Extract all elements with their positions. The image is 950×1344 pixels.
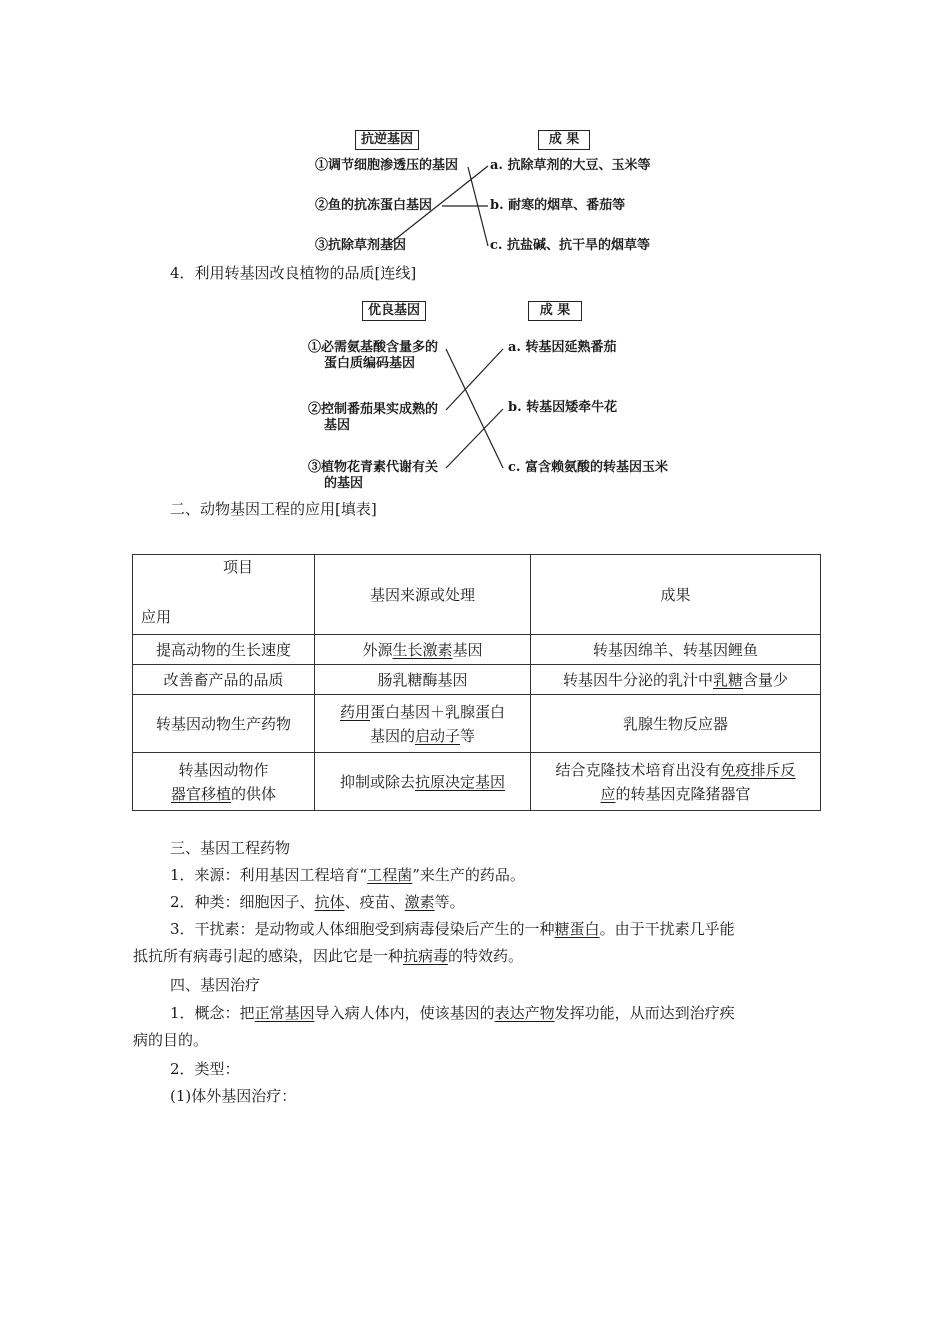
s4-item1-post: 发挥功能，从而达到治疗疾	[554, 1004, 735, 1022]
table-header-row	[133, 555, 821, 635]
row4-result-pre: 结合克隆技术培育出没有	[555, 760, 721, 779]
row1-source-pre: 外源	[362, 640, 393, 659]
s3-item3-l2-post: 的特效药。	[448, 947, 524, 965]
diagram1-left-2: ②鱼的抗冻蛋白基因	[315, 198, 433, 213]
row3-application: 转基因动物生产药物	[133, 695, 315, 753]
s3-item1-answer: 工程菌	[367, 866, 413, 884]
s3-item3-line2	[133, 946, 523, 966]
s3-item3-answer2: 抗病毒	[403, 947, 449, 965]
diagram2-right-a: a. 转基因延熟番茄	[508, 340, 617, 355]
row2-result-answer: 乳糖	[712, 670, 743, 689]
s3-item1-pre: 1．来源：利用基因工程培育“	[170, 866, 368, 884]
diagram2-right-b: b. 转基因矮牵牛花	[508, 400, 618, 415]
s3-item2-post: 等。	[434, 893, 465, 911]
s4-item1-line1	[170, 1003, 735, 1023]
s4-item1-answer2: 表达产物	[494, 1004, 555, 1022]
row4-result-post: 的转基因克隆猪器官	[615, 784, 751, 803]
table-header-result: 成果	[531, 555, 821, 635]
diagram2-line-3b	[446, 409, 503, 468]
row4-app-line1: 转基因动物作	[178, 760, 269, 779]
corner-top-label: 项目	[223, 558, 254, 576]
row1-source-answer: 生长激素	[392, 640, 453, 659]
row3-source-line1	[317, 700, 528, 724]
row1-result: 转基因绵羊、转基因鲤鱼	[531, 635, 821, 665]
diagram2-header-right: 成 果	[528, 301, 582, 321]
row1-application: 提高动物的生长速度	[133, 635, 315, 665]
row4-result-line1	[533, 758, 818, 782]
s4-item1-line2: 病的目的。	[133, 1031, 209, 1049]
diagram2-left-3-line1: ③植物花青素代谢有关	[308, 460, 439, 475]
row4-application	[133, 753, 315, 811]
s3-item3-line1	[170, 919, 735, 939]
s3-item2-answer2: 激素	[404, 893, 435, 911]
row2-result-post: 含量少	[743, 670, 789, 689]
s4-item3: (1)体外基因治疗：	[170, 1087, 297, 1105]
diagram2-left-1-line1: ①必需氨基酸含量多的	[308, 340, 439, 355]
row2-source: 肠乳糖酶基因	[315, 665, 531, 695]
row1-source	[315, 635, 531, 665]
row4-source	[315, 753, 531, 811]
diagram1-left-1: ①调节细胞渗透压的基因	[315, 158, 459, 173]
s3-item1	[170, 865, 525, 885]
s3-item3-pre: 3．干扰素：是动物或人体细胞受到病毒侵染后产生的一种	[170, 920, 555, 938]
diagram1-header-left: 抗逆基因	[355, 130, 419, 150]
row3-result: 乳腺生物反应器	[531, 695, 821, 753]
row3-source-line2	[317, 724, 528, 748]
s3-item1-post: ”来生产的药品。	[412, 866, 525, 884]
diagram1-left-3: ③抗除草剂基因	[315, 238, 407, 253]
s4-item1-mid: 导入病人体内，使该基因的	[314, 1004, 495, 1022]
row3-source	[315, 695, 531, 753]
table-row	[133, 695, 821, 753]
table-corner-cell	[133, 555, 315, 635]
row3-source-answer1: 药用	[339, 702, 370, 721]
s3-item2-answer1: 抗体	[314, 893, 345, 911]
row2-result-pre: 转基因牛分泌的乳汁中	[562, 670, 713, 689]
diagram2-line-2a	[446, 349, 503, 410]
s3-item3-l2-pre: 抵抗所有病毒引起的感染，因此它是一种	[133, 947, 404, 965]
row3-source-mid: 蛋白基因＋乳腺蛋白	[370, 702, 506, 721]
table-row	[133, 635, 821, 665]
row2-application: 改善畜产品的品质	[133, 665, 315, 695]
row4-result-answer1: 免疫排斥反	[720, 760, 796, 779]
s4-item1-answer1: 正常基因	[254, 1004, 315, 1022]
s4-item1-pre: 1．概念：把	[170, 1004, 255, 1022]
diagram1-header-right: 成 果	[538, 130, 590, 150]
heading-4: 4．利用转基因改良植物的品质[连线]	[170, 264, 417, 282]
table-row	[133, 753, 821, 811]
diagram1-right-b: b. 耐寒的烟草、番茄等	[490, 198, 626, 213]
table-header-source: 基因来源或处理	[315, 555, 531, 635]
animal-gene-table	[132, 554, 821, 811]
row3-source-post: 等	[460, 726, 476, 745]
s4-item2: 2．类型：	[170, 1060, 240, 1078]
s3-item2	[170, 892, 465, 912]
row4-app-line2	[135, 782, 312, 806]
row4-result	[531, 753, 821, 811]
table-row	[133, 665, 821, 695]
section-2-heading: 二、动物基因工程的应用[填表]	[170, 500, 377, 518]
row4-source-answer: 抗原决定基因	[415, 772, 506, 791]
diagram2-left-3-line2: 的基因	[324, 476, 364, 491]
row3-source-answer2: 启动子	[414, 726, 460, 745]
row1-source-post: 基因	[452, 640, 483, 659]
diagram1-right-a: a. 抗除草剂的大豆、玉米等	[490, 158, 651, 173]
row4-source-pre: 抑制或除去	[339, 772, 415, 791]
s3-item3-answer1: 糖蛋白	[554, 920, 600, 938]
row4-app-answer: 器官移植	[170, 784, 231, 803]
row4-result-answer2: 应	[600, 784, 616, 803]
section-3-heading: 三、基因工程药物	[170, 839, 291, 857]
s3-item2-mid: 、疫苗、	[344, 893, 405, 911]
diagram2-header-left: 优良基因	[362, 301, 426, 321]
section-4-heading: 四、基因治疗	[170, 976, 261, 994]
diagram2-left-2-line2: 基因	[324, 418, 351, 433]
corner-bottom-label: 应用	[141, 608, 172, 626]
diagram1-right-c: c. 抗盐碱、抗干旱的烟草等	[490, 238, 650, 253]
s3-item3-post: 。由于干扰素几乎能	[599, 920, 735, 938]
s3-item2-pre: 2．种类：细胞因子、	[170, 893, 315, 911]
diagram2-right-c: c. 富含赖氨酸的转基因玉米	[508, 460, 668, 475]
row4-result-line2	[533, 782, 818, 806]
row3-source-l2-pre: 基因的	[369, 726, 415, 745]
diagram2-left-1-line2: 蛋白质编码基因	[324, 356, 416, 371]
row4-app-post: 的供体	[231, 784, 277, 803]
row2-result	[531, 665, 821, 695]
diagram2-left-2-line1: ②控制番茄果实成熟的	[308, 402, 439, 417]
diagram2-line-1c	[446, 349, 503, 468]
